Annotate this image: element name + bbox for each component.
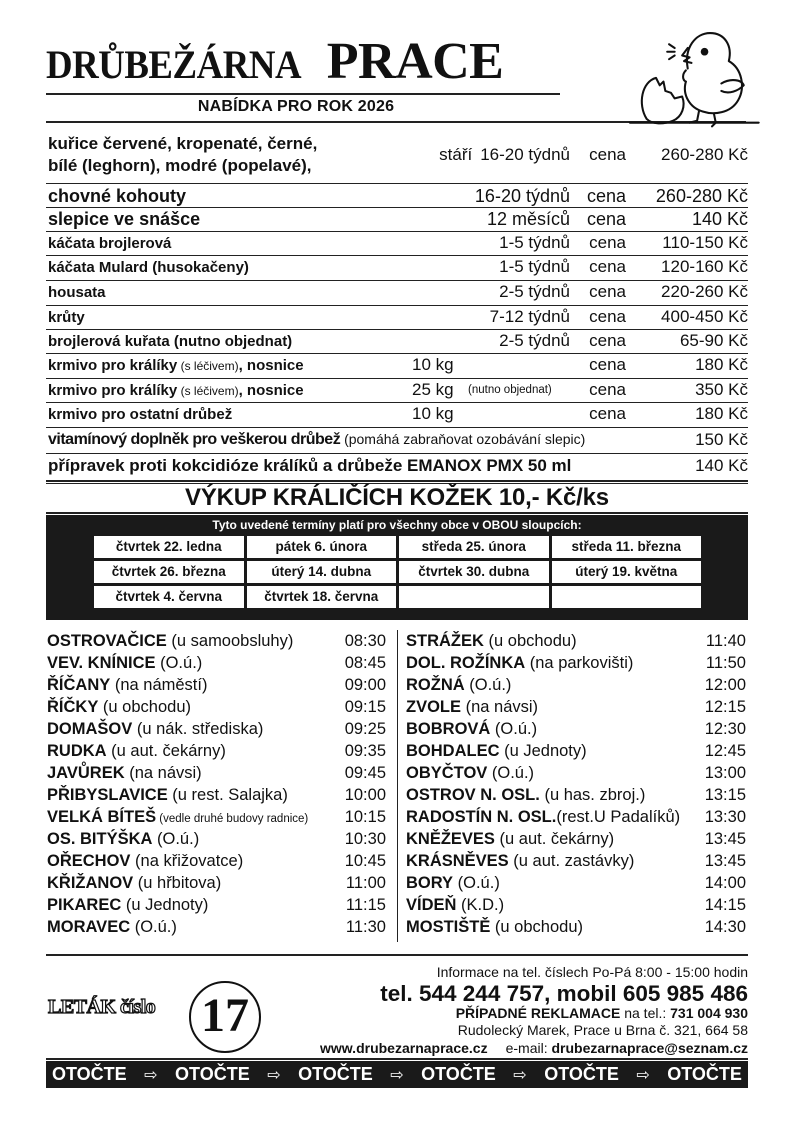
stop-time: 14:15 xyxy=(704,895,746,914)
arrow-right-icon: ⇨ xyxy=(513,1066,527,1084)
title-part-1: DRŮBEŽÁRNA xyxy=(46,42,302,87)
product-price: 260-280 Kč xyxy=(661,145,748,164)
stop-time: 10:30 xyxy=(344,829,386,848)
village-name: JAVŮREK xyxy=(47,763,125,782)
buyout-date: úterý 19. května xyxy=(552,561,702,583)
product-price: 140 Kč xyxy=(691,208,748,229)
buyout-title: VÝKUP KRÁLIČÍCH KOŽEK 10,- Kč/ks xyxy=(185,484,609,511)
schedule-place xyxy=(47,742,226,761)
leaflet-number: 17 xyxy=(189,981,261,1053)
schedule-row xyxy=(47,762,386,784)
divider xyxy=(46,1058,748,1060)
village-name: OBYČTOV xyxy=(406,763,488,782)
village-name: OSTROVAČICE xyxy=(47,631,167,650)
village-name: BOBROVÁ xyxy=(406,719,491,738)
product-name: , nosnice xyxy=(238,381,304,399)
divider xyxy=(46,183,748,184)
stop-time: 09:35 xyxy=(344,741,386,760)
price-label: cena xyxy=(589,380,626,399)
product-price: 65-90 Kč xyxy=(679,331,748,350)
schedule-row xyxy=(406,718,746,740)
buyout-date: středa 11. března xyxy=(552,536,702,558)
village-name: OS. BITÝŠKA xyxy=(47,829,153,848)
stop-time: 10:00 xyxy=(344,785,386,804)
turn-word: OTOČTE xyxy=(421,1064,496,1084)
schedule-place xyxy=(406,808,680,827)
stop-location: (vedle druhé budovy radnice) xyxy=(156,812,309,825)
product-row xyxy=(48,454,748,478)
product-age: 16-20 týdnů xyxy=(480,145,570,164)
product-price: 180 Kč xyxy=(695,404,748,423)
schedule-row xyxy=(47,894,386,916)
product-row xyxy=(48,281,748,303)
stop-location: (u aut. čekárny) xyxy=(106,741,226,760)
schedule-place xyxy=(47,830,199,849)
divider xyxy=(46,480,748,482)
product-age: 7-12 týdnů xyxy=(489,307,570,326)
divider xyxy=(46,954,748,956)
schedule-row xyxy=(406,696,746,718)
schedule-place xyxy=(406,874,500,893)
product-name-note: (s léčivem) xyxy=(177,383,239,398)
product-row xyxy=(48,232,748,254)
stop-time: 09:25 xyxy=(344,719,386,738)
product-name: krmivo pro králíky xyxy=(48,356,178,374)
buyout-dates-box xyxy=(46,515,748,620)
buyout-date: čtvrtek 30. dubna xyxy=(399,561,549,583)
stop-time: 10:15 xyxy=(344,807,386,826)
stop-time: 14:30 xyxy=(704,917,746,936)
schedule-row xyxy=(47,850,386,872)
village-name: BORY xyxy=(406,873,454,892)
stop-time: 13:45 xyxy=(704,829,746,848)
product-name-note: (s léčivem) xyxy=(177,358,239,373)
turn-word: OTOČTE xyxy=(544,1064,619,1084)
schedule-row xyxy=(406,674,746,696)
divider xyxy=(46,512,748,514)
turn-word: OTOČTE xyxy=(667,1064,742,1084)
product-row xyxy=(48,208,748,230)
village-name: KNĚŽEVES xyxy=(406,829,495,848)
schedule-place xyxy=(406,830,614,849)
price-label: cena xyxy=(589,404,626,423)
stop-time: 12:00 xyxy=(704,675,746,694)
buyout-dates-grid xyxy=(94,536,701,608)
stop-time: 09:00 xyxy=(344,675,386,694)
schedule-row xyxy=(406,630,746,652)
price-label: cena xyxy=(589,145,626,164)
stop-location: (rest.U Padalíků) xyxy=(556,807,681,826)
stop-time: 13:30 xyxy=(704,807,746,826)
product-name: bílé (leghorn), modré (popelavé), xyxy=(48,156,312,175)
village-name: RUDKA xyxy=(47,741,107,760)
schedule-row xyxy=(47,916,386,938)
schedule-place xyxy=(406,720,537,739)
schedule-row xyxy=(406,762,746,784)
stop-location: (O.ú.) xyxy=(155,653,203,672)
product-row xyxy=(48,403,748,425)
arrow-right-icon: ⇨ xyxy=(267,1066,281,1084)
village-name: OŘECHOV xyxy=(47,851,131,870)
buyout-date: středa 25. února xyxy=(399,536,549,558)
price-label: cena xyxy=(586,208,626,229)
buyout-date: pátek 6. února xyxy=(247,536,397,558)
schedule-row xyxy=(47,784,386,806)
stop-location: (na křižovatce) xyxy=(130,851,244,870)
village-name: BOHDALEC xyxy=(406,741,500,760)
product-price: 110-150 Kč xyxy=(662,233,748,252)
stop-time: 10:45 xyxy=(344,851,386,870)
stop-location: (K.D.) xyxy=(456,895,505,914)
schedule-right-column xyxy=(406,630,746,938)
product-row xyxy=(48,379,748,401)
schedule-place xyxy=(47,676,207,695)
stop-location: (O.ú.) xyxy=(453,873,500,892)
schedule-row xyxy=(406,740,746,762)
stop-location: (u samoobsluhy) xyxy=(166,631,294,650)
product-row xyxy=(48,330,748,352)
schedule-place xyxy=(47,698,191,717)
stop-location: (O.ú.) xyxy=(490,719,538,738)
schedule-row xyxy=(406,784,746,806)
stop-location: (u Jednoty) xyxy=(121,895,209,914)
product-price: 140 Kč xyxy=(695,456,748,475)
schedule-left-column xyxy=(47,630,386,938)
buyout-date: čtvrtek 4. června xyxy=(94,586,244,608)
stop-time: 09:45 xyxy=(344,763,386,782)
village-name: ZVOLE xyxy=(406,697,462,716)
product-name: krmivo pro ostatní drůbež xyxy=(48,405,233,423)
product-name: chovné kohouty xyxy=(48,185,187,206)
schedule-row xyxy=(47,652,386,674)
complaints-line xyxy=(456,1005,748,1021)
village-name: VÍDEŇ xyxy=(406,895,457,914)
product-qty: 10 kg xyxy=(412,404,454,423)
stop-location: (u obchodu) xyxy=(490,917,583,936)
schedule-row xyxy=(406,806,746,828)
complaints-label: PŘÍPADNÉ REKLAMACE xyxy=(455,1005,621,1021)
schedule-place xyxy=(406,786,645,805)
price-label: cena xyxy=(589,257,626,276)
stop-location: (u nák. střediska) xyxy=(132,719,264,738)
product-price: 220-260 Kč xyxy=(661,282,748,301)
product-row xyxy=(48,428,748,452)
product-price: 260-280 Kč xyxy=(655,185,748,206)
complaints-mid: na tel.: xyxy=(620,1005,671,1021)
schedule-row xyxy=(406,828,746,850)
schedule-place xyxy=(406,742,587,761)
turn-word: OTOČTE xyxy=(298,1064,373,1084)
stop-time: 11:50 xyxy=(705,653,746,672)
product-row xyxy=(48,354,748,376)
price-label: cena xyxy=(589,233,626,252)
stop-time: 13:15 xyxy=(704,785,746,804)
address: Rudolecký Marek, Prace u Brna č. 321, 664 58 xyxy=(457,1022,748,1038)
product-qty: 10 kg xyxy=(412,355,454,374)
schedule-place xyxy=(47,720,263,739)
product-name: kuřice červené, kropenaté, černé, xyxy=(48,134,318,153)
product-name: , nosnice xyxy=(238,356,304,374)
product-name: vitamínový doplněk pro veškerou drůbež xyxy=(48,431,341,448)
village-name: ŘÍČANY xyxy=(47,675,111,694)
contact-line xyxy=(320,1040,748,1056)
title-underline xyxy=(46,93,560,95)
schedule-column-divider xyxy=(397,630,398,942)
product-age: 16-20 týdnů xyxy=(474,185,570,206)
stop-time: 08:30 xyxy=(344,631,386,650)
schedule-row xyxy=(47,740,386,762)
price-label: cena xyxy=(589,307,626,326)
village-name: OSTROV N. OSL. xyxy=(406,785,540,804)
stop-location: (u aut. zastávky) xyxy=(508,851,635,870)
buyout-date: čtvrtek 22. ledna xyxy=(94,536,244,558)
schedule-place xyxy=(47,918,177,937)
schedule-row xyxy=(47,674,386,696)
stop-location: (O.ú.) xyxy=(130,917,177,936)
village-name: VEV. KNÍNICE xyxy=(47,653,156,672)
schedule-place xyxy=(406,676,511,695)
stop-time: 08:45 xyxy=(344,653,386,672)
stop-location: (u obchodu) xyxy=(98,697,191,716)
schedule-place xyxy=(47,632,293,651)
stop-time: 11:30 xyxy=(345,917,386,936)
schedule-place xyxy=(406,764,534,783)
stop-time: 14:00 xyxy=(704,873,746,892)
schedule-place xyxy=(406,632,577,651)
stop-location: (u rest. Salajka) xyxy=(167,785,288,804)
village-name: ROŽNÁ xyxy=(406,675,465,694)
schedule-row xyxy=(406,850,746,872)
schedule-row xyxy=(406,872,746,894)
stop-time: 12:30 xyxy=(704,719,746,738)
product-name: krůty xyxy=(48,308,85,326)
product-name: přípravek proti kokcidióze králíků a drůbeže EMANOX PMX 50 ml xyxy=(48,456,572,475)
buyout-note: Tyto uvedené termíny platí pro všechny obce v OBOU sloupcích: xyxy=(212,518,582,532)
product-price: 150 Kč xyxy=(695,430,748,449)
product-age: 2-5 týdnů xyxy=(499,282,570,301)
price-label: cena xyxy=(589,282,626,301)
stop-location: (na parkovišti) xyxy=(525,653,634,672)
stop-location: (O.ú.) xyxy=(152,829,200,848)
schedule-place xyxy=(406,896,504,915)
stop-location: (u has. zbroj.) xyxy=(539,785,646,804)
village-name: PŘIBYSLAVICE xyxy=(47,785,168,804)
village-name: MOSTIŠTĚ xyxy=(406,917,491,936)
product-row xyxy=(48,130,748,180)
village-name: ŘÍČKY xyxy=(47,697,99,716)
arrow-right-icon: ⇨ xyxy=(144,1066,158,1084)
turn-word: OTOČTE xyxy=(175,1064,250,1084)
product-age: 1-5 týdnů xyxy=(499,257,570,276)
stop-location: (na návsi) xyxy=(124,763,202,782)
schedule-place xyxy=(406,698,538,717)
schedule-row xyxy=(47,696,386,718)
schedule-place xyxy=(47,764,202,783)
schedule-place xyxy=(406,918,583,937)
page-title xyxy=(46,32,503,91)
leaflet-label: LETÁK číslo xyxy=(48,996,156,1018)
stop-time: 13:45 xyxy=(704,851,746,870)
title-part-2: PRACE xyxy=(326,33,504,90)
village-name: DOL. ROŽÍNKA xyxy=(406,653,526,672)
stop-time: 11:15 xyxy=(345,895,386,914)
buyout-date: úterý 14. dubna xyxy=(247,561,397,583)
stop-location: (na náměstí) xyxy=(110,675,208,694)
turn-word: OTOČTE xyxy=(52,1064,127,1084)
product-qty: 25 kg xyxy=(412,380,454,399)
product-name: krmivo pro králíky xyxy=(48,381,178,399)
age-prefix: stáří xyxy=(439,145,473,164)
stop-time: 11:00 xyxy=(345,873,386,892)
stop-location: (O.ú.) xyxy=(487,763,535,782)
schedule-row xyxy=(47,630,386,652)
schedule-place xyxy=(47,808,308,827)
schedule-place xyxy=(406,852,634,871)
product-price: 120-160 Kč xyxy=(661,257,748,276)
website-link[interactable]: www.drubezarnaprace.cz xyxy=(320,1040,488,1056)
product-price: 350 Kč xyxy=(695,380,748,399)
schedule-row xyxy=(406,894,746,916)
buyout-date-empty xyxy=(552,586,702,608)
schedule-row xyxy=(406,916,746,938)
arrow-right-icon: ⇨ xyxy=(636,1066,650,1084)
village-name: VELKÁ BÍTEŠ xyxy=(47,807,157,826)
schedule-place xyxy=(406,654,633,673)
price-label: cena xyxy=(589,331,626,350)
price-label: cena xyxy=(586,185,626,206)
complaints-phone: 731 004 930 xyxy=(670,1005,748,1021)
buyout-date-empty xyxy=(399,586,549,608)
stop-location: (O.ú.) xyxy=(464,675,512,694)
stop-time: 12:45 xyxy=(704,741,746,760)
stop-location: (u Jednoty) xyxy=(499,741,587,760)
village-name: STRÁŽEK xyxy=(406,631,484,650)
product-row xyxy=(48,256,748,278)
email-label: e-mail: xyxy=(505,1040,552,1056)
buyout-date: čtvrtek 26. března xyxy=(94,561,244,583)
arrow-right-icon: ⇨ xyxy=(390,1066,404,1084)
village-name: PIKAREC xyxy=(47,895,122,914)
schedule-place xyxy=(47,852,243,871)
product-price: 180 Kč xyxy=(695,355,748,374)
village-name: RADOSTÍN N. OSL. xyxy=(406,807,557,826)
product-name: slepice ve snášce xyxy=(48,208,201,229)
product-price: 400-450 Kč xyxy=(661,307,748,326)
product-note: (pomáhá zabraňovat ozobávání slepic) xyxy=(340,431,586,447)
product-age: 1-5 týdnů xyxy=(499,233,570,252)
village-name: MORAVEC xyxy=(47,917,131,936)
schedule-row xyxy=(47,872,386,894)
product-name: káčata Mulard (husokačeny) xyxy=(48,258,249,276)
product-qty-note: (nutno objednat) xyxy=(468,384,552,396)
info-hours: Informace na tel. číslech Po-Pá 8:00 - 15:00 hodin xyxy=(436,964,748,980)
stop-location: (na návsi) xyxy=(461,697,539,716)
schedule-row xyxy=(47,718,386,740)
stop-time: 09:15 xyxy=(344,697,386,716)
stop-time: 12:15 xyxy=(704,697,746,716)
phone-numbers: tel. 544 244 757, mobil 605 985 486 xyxy=(380,981,748,1006)
turn-over-banner xyxy=(46,1061,748,1088)
product-row xyxy=(48,306,748,328)
stop-location: (u aut. čekárny) xyxy=(494,829,615,848)
schedule-row xyxy=(47,828,386,850)
product-name: housata xyxy=(48,283,106,301)
schedule-row xyxy=(406,652,746,674)
village-name: KRÁSNĚVES xyxy=(406,851,509,870)
email-link[interactable]: drubezarnaprace@seznam.cz xyxy=(551,1040,748,1056)
village-name: DOMAŠOV xyxy=(47,719,133,738)
schedule-place xyxy=(47,896,208,915)
product-age: 2-5 týdnů xyxy=(499,331,570,350)
product-row xyxy=(48,185,748,207)
stop-location: (u obchodu) xyxy=(483,631,577,650)
product-name: káčata brojlerová xyxy=(48,234,172,252)
stop-time: 13:00 xyxy=(704,763,746,782)
subtitle: NABÍDKA PRO ROK 2026 xyxy=(197,98,395,115)
schedule-place xyxy=(47,654,202,673)
stop-location: (u hřbitova) xyxy=(133,873,222,892)
schedule-place xyxy=(47,786,288,805)
stop-time: 11:40 xyxy=(705,631,746,650)
buyout-date: čtvrtek 18. června xyxy=(247,586,397,608)
village-name: KŘIŽANOV xyxy=(47,873,134,892)
product-age: 12 měsíců xyxy=(486,208,570,229)
product-name: brojlerová kuřata (nutno objednat) xyxy=(48,332,293,350)
price-label: cena xyxy=(589,355,626,374)
chick-hatching-icon xyxy=(628,20,768,132)
schedule-row xyxy=(47,806,386,828)
schedule-place xyxy=(47,874,221,893)
